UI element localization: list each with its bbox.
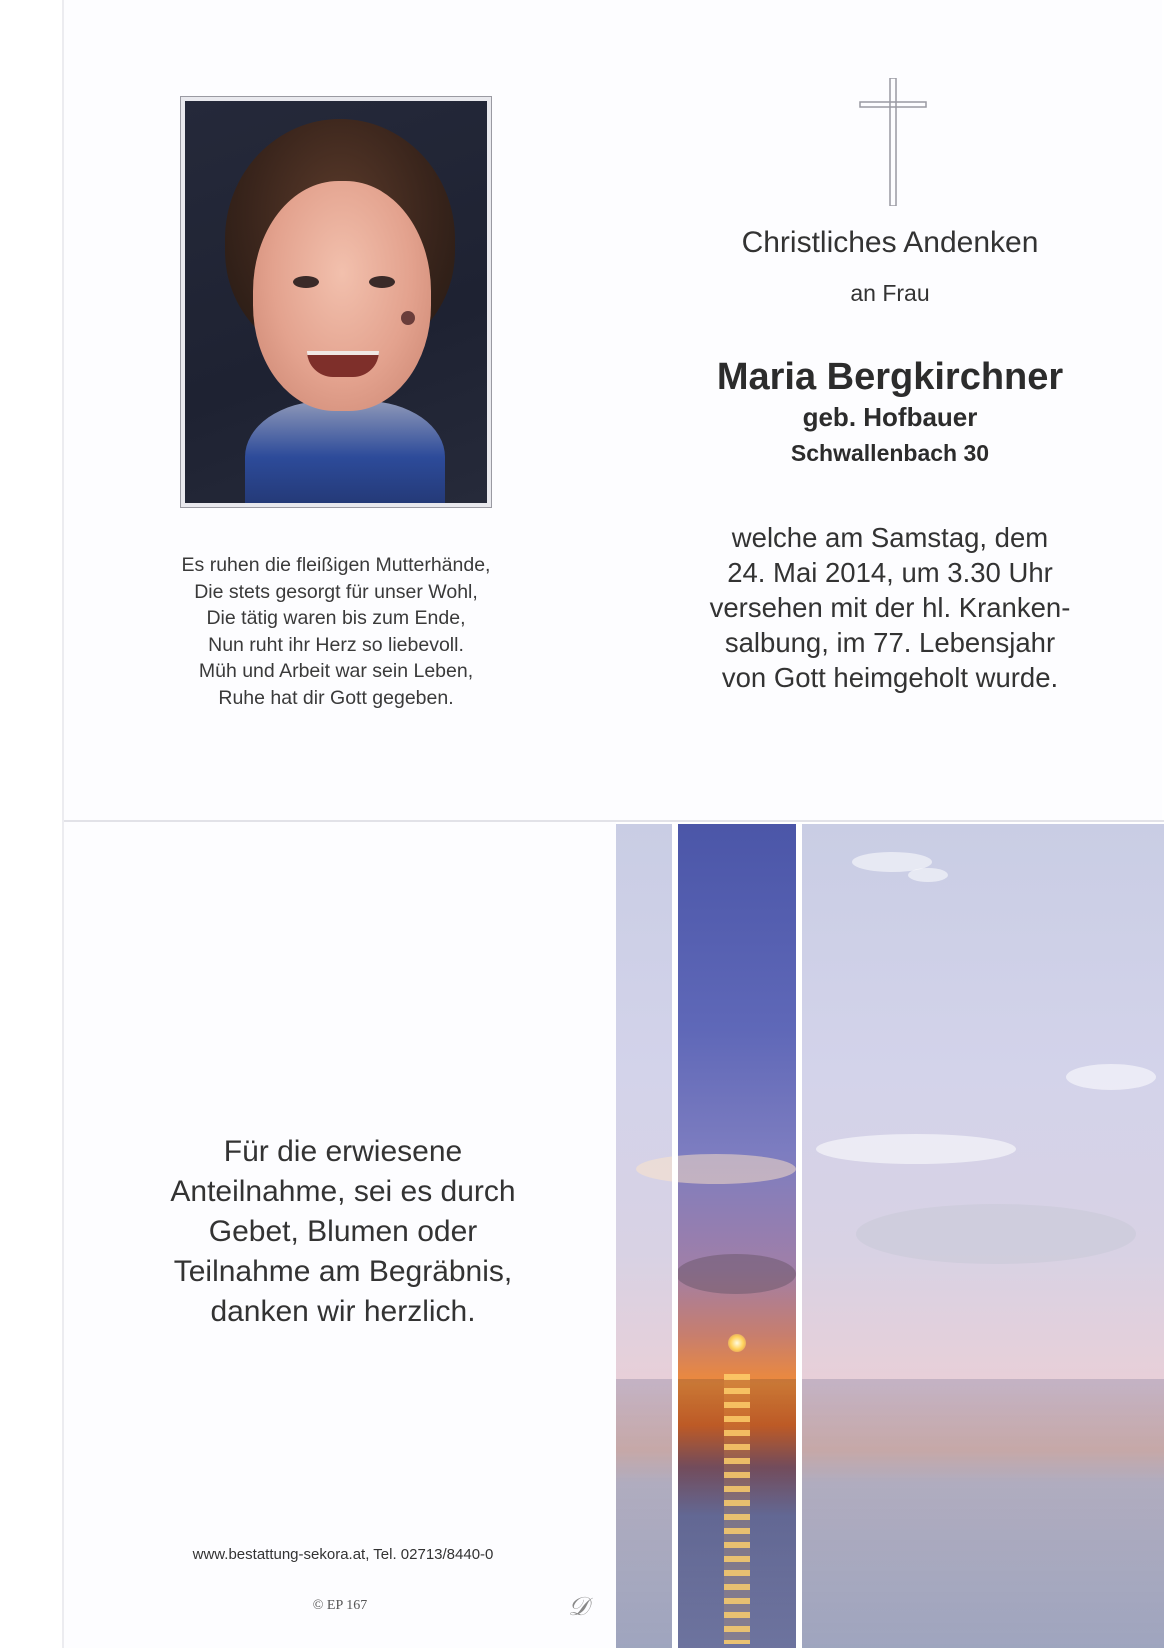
portrait-mark — [401, 311, 415, 325]
thanks-line: Anteilnahme, sei es durch — [170, 1175, 516, 1208]
cloud — [636, 1154, 796, 1184]
portrait-eye-right — [369, 276, 395, 288]
memorial-subheading: an Frau — [850, 280, 930, 306]
poem-line: Die tätig waren bis zum Ende, — [206, 607, 466, 629]
death-line: 24. Mai 2014, um 3.30 Uhr — [727, 557, 1053, 588]
deceased-name: Maria Bergkirchner — [716, 356, 1064, 398]
thanks-line: danken wir herzlich. — [210, 1295, 476, 1328]
image-divider — [672, 824, 678, 1648]
thanks-message — [120, 1132, 566, 1332]
poem-line: Müh und Arbeit war sein Leben, — [198, 660, 474, 682]
cross-icon — [858, 78, 928, 206]
cloud — [908, 868, 948, 882]
sun — [728, 1334, 746, 1352]
portrait-frame — [180, 96, 492, 508]
portrait-shirt — [245, 401, 445, 503]
death-line: welche am Samstag, dem — [731, 522, 1049, 553]
print-code: © EP 167 — [312, 1598, 368, 1613]
sun-reflection — [724, 1374, 750, 1644]
cloud — [856, 1204, 1136, 1264]
thanks-line: Gebet, Blumen oder — [208, 1215, 478, 1248]
death-notice — [640, 520, 1140, 695]
portrait-eye-left — [293, 276, 319, 288]
signature-mark: 𝒟 — [568, 1592, 589, 1621]
thanks-line: Teilnahme am Begräbnis, — [173, 1255, 513, 1288]
sunset-image — [616, 824, 1164, 1648]
funeral-home-contact: www.bestattung-sekora.at, Tel. 02713/8440-0 — [192, 1546, 494, 1563]
poem-line: Die stets gesorgt für unser Wohl, — [194, 580, 478, 603]
image-divider — [796, 824, 802, 1648]
sea — [616, 1379, 1164, 1648]
cloud — [816, 1134, 1016, 1164]
address: Schwallenbach 30 — [790, 440, 990, 466]
memorial-heading: Christliches Andenken — [741, 226, 1039, 259]
death-line: versehen mit der hl. Kranken- — [709, 592, 1071, 623]
death-line: salbung, im 77. Lebensjahr — [724, 627, 1056, 658]
death-line: von Gott heimgeholt wurde. — [721, 662, 1059, 693]
cloud — [676, 1254, 796, 1294]
poem-line: Ruhe hat dir Gott gegeben. — [218, 686, 454, 709]
thanks-line: Für die erwiesene — [223, 1135, 463, 1168]
poem-line: Nun ruht ihr Herz so liebevoll. — [208, 633, 464, 656]
poem-line: Es ruhen die fleißigen Mutterhände, — [181, 554, 491, 576]
maiden-name: geb. Hofbauer — [802, 402, 978, 432]
memorial-poem — [120, 552, 552, 711]
cloud — [1066, 1064, 1156, 1090]
portrait-photo — [185, 101, 487, 503]
